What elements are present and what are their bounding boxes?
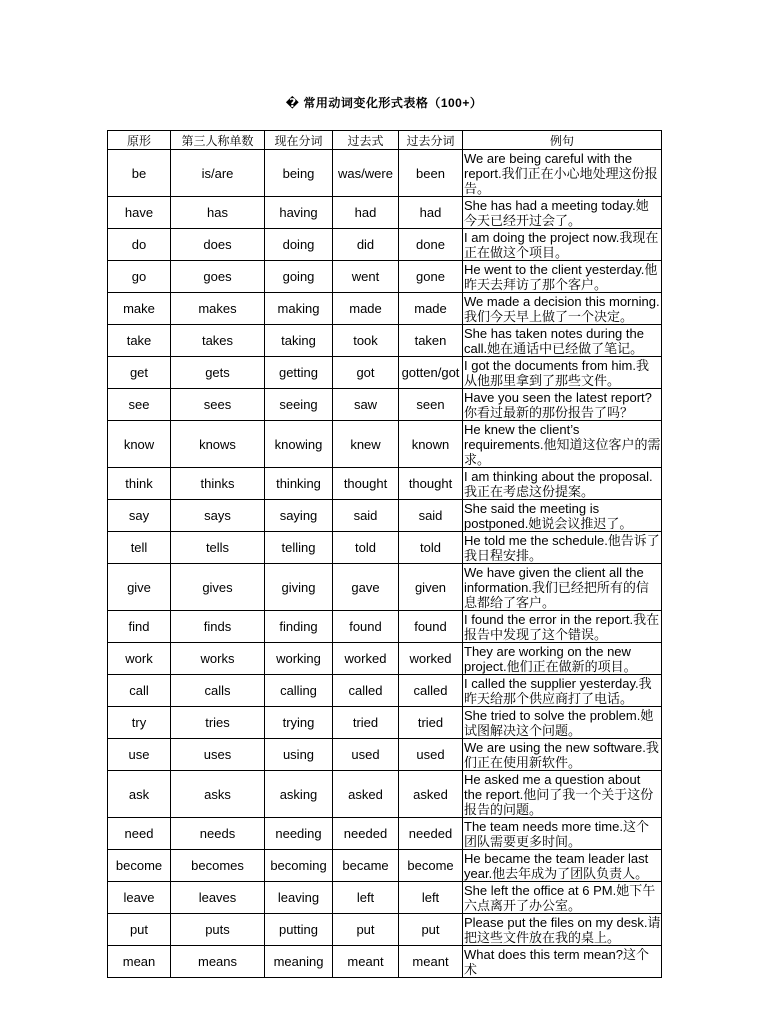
cell-example: Please put the files on my desk.请把这些文件放在我的桌上。: [464, 915, 661, 945]
cell-past-participle: taken: [399, 325, 463, 357]
cell-base-form: get: [108, 357, 171, 389]
cell-present-participle: leaving: [265, 882, 333, 914]
table-row: [108, 421, 662, 468]
cell-present-participle: thinking: [265, 468, 333, 500]
cell-base-form: try: [108, 707, 171, 739]
cell-example: She tried to solve the problem.她试图解决这个问题。: [463, 707, 662, 739]
cell-third-person: needs: [171, 818, 265, 850]
header-example: 例句: [463, 131, 662, 150]
cell-past-participle: meant: [399, 946, 463, 978]
cell-third-person: becomes: [171, 850, 265, 882]
cell-base-form: tell: [108, 532, 171, 564]
cell-present-participle: knowing: [265, 421, 333, 468]
cell-past-tense: used: [333, 739, 399, 771]
cell-present-participle: calling: [265, 675, 333, 707]
cell-third-person: means: [171, 946, 265, 978]
cell-base-form: find: [108, 611, 171, 643]
table-row: [108, 818, 662, 850]
cell-past-tense: thought: [333, 468, 399, 500]
cell-base-form: call: [108, 675, 171, 707]
cell-present-participle: needing: [265, 818, 333, 850]
cell-third-person: gives: [171, 564, 265, 611]
cell-example: She has taken notes during the call.她在通话中已经做了笔记。: [463, 325, 662, 357]
cell-example: The team needs more time.这个团队需要更多时间。: [463, 818, 662, 850]
cell-base-form: need: [108, 818, 171, 850]
cell-third-person: asks: [171, 771, 265, 818]
cell-past-participle: seen: [399, 389, 463, 421]
cell-past-participle: used: [399, 739, 463, 771]
cell-example: He became the team leader last year.他去年成为了团队负责人。: [463, 850, 662, 882]
cell-present-participle: working: [265, 643, 333, 675]
cell-example: I found the error in the report.我在报告中发现了这个错误。: [463, 611, 662, 643]
cell-past-tense: said: [333, 500, 399, 532]
table-row: [108, 500, 662, 532]
cell-present-participle: giving: [265, 564, 333, 611]
cell-third-person: gets: [171, 357, 265, 389]
cell-present-participle: meaning: [265, 946, 333, 978]
cell-example: I called the supplier yesterday.我昨天给那个供应商打了电话。: [463, 675, 662, 707]
table-row: [108, 293, 662, 325]
cell-past-tense: became: [333, 850, 399, 882]
cell-past-tense: left: [333, 882, 399, 914]
cell-past-tense: gave: [333, 564, 399, 611]
cell-past-tense: tried: [333, 707, 399, 739]
cell-third-person: leaves: [171, 882, 265, 914]
cell-third-person: goes: [171, 261, 265, 293]
table-row: [108, 914, 662, 946]
cell-third-person: finds: [171, 611, 265, 643]
cell-past-participle: asked: [399, 771, 463, 818]
table-row: [108, 643, 662, 675]
cell-example: What does this term mean?这个术: [463, 946, 662, 978]
cell-example: He went to the client yesterday.他昨天去拜访了那个客户。: [463, 261, 662, 293]
cell-present-participle: becoming: [265, 850, 333, 882]
cell-third-person: takes: [171, 325, 265, 357]
table-row: [108, 261, 662, 293]
cell-present-participle: putting: [265, 914, 333, 946]
cell-base-form: go: [108, 261, 171, 293]
cell-past-tense: had: [333, 197, 399, 229]
cell-example: She said the meeting is postponed.她说会议推迟了。: [463, 500, 662, 532]
header-third-person: 第三人称单数: [171, 131, 265, 150]
cell-present-participle: making: [265, 293, 333, 325]
cell-third-person: says: [171, 500, 265, 532]
table-row: [108, 882, 662, 914]
cell-example: Have you seen the latest report?你看过最新的那份报告了吗？: [463, 389, 662, 421]
cell-present-participle: going: [265, 261, 333, 293]
cell-example: He told me the schedule.他告诉了我日程安排。: [464, 533, 660, 563]
cell-present-participle: telling: [265, 532, 333, 564]
cell-past-tense: needed: [333, 818, 399, 850]
cell-past-tense: found: [333, 611, 399, 643]
cell-present-participle: having: [265, 197, 333, 229]
cell-past-tense: put: [333, 914, 399, 946]
table-row: [108, 468, 662, 500]
table-row: [108, 532, 662, 564]
cell-past-participle: become: [399, 850, 463, 882]
cell-past-participle: done: [399, 229, 463, 261]
cell-past-tense: told: [333, 532, 399, 564]
cell-past-tense: was/were: [333, 150, 399, 197]
table-row: [108, 564, 662, 611]
cell-base-form: think: [108, 468, 171, 500]
table-row: [108, 771, 662, 818]
cell-present-participle: asking: [265, 771, 333, 818]
cell-example: I got the documents from him.我从他那里拿到了那些文件。: [463, 357, 662, 389]
cell-third-person: tells: [171, 532, 265, 564]
cell-past-participle: thought: [399, 468, 463, 500]
cell-past-tense: knew: [333, 421, 399, 468]
table-row: [108, 611, 662, 643]
header-base-form: 原形: [108, 131, 171, 150]
table-row: [108, 150, 662, 197]
cell-base-form: become: [108, 850, 171, 882]
verb-forms-table: [107, 130, 662, 978]
cell-past-participle: called: [399, 675, 463, 707]
cell-base-form: leave: [108, 882, 171, 914]
cell-base-form: ask: [108, 771, 171, 818]
cell-past-tense: called: [333, 675, 399, 707]
cell-past-participle: had: [399, 197, 463, 229]
table-row: [108, 946, 662, 978]
cell-past-participle: put: [399, 914, 463, 946]
cell-present-participle: trying: [265, 707, 333, 739]
header-past-tense: 过去式: [333, 131, 399, 150]
cell-present-participle: finding: [265, 611, 333, 643]
cell-past-participle: left: [399, 882, 463, 914]
cell-base-form: do: [108, 229, 171, 261]
table-row: [108, 325, 662, 357]
cell-example: We have given the client all the information.我们已经把所有的信息都给了客户。: [463, 564, 662, 611]
header-past-participle: 过去分词: [399, 131, 463, 150]
cell-past-participle: made: [399, 293, 463, 325]
cell-past-tense: got: [333, 357, 399, 389]
table-row: [108, 850, 662, 882]
cell-base-form: use: [108, 739, 171, 771]
cell-third-person: works: [171, 643, 265, 675]
cell-base-form: make: [108, 293, 171, 325]
cell-past-participle: told: [399, 532, 463, 564]
cell-past-participle: known: [399, 421, 463, 468]
cell-past-participle: needed: [399, 818, 463, 850]
cell-third-person: sees: [171, 389, 265, 421]
cell-past-participle: found: [399, 611, 463, 643]
cell-past-tense: meant: [333, 946, 399, 978]
cell-example: She left the office at 6 PM.她下午六点离开了办公室。: [463, 882, 662, 914]
cell-example: We made a decision this morning.我们今天早上做了一个决定。: [464, 294, 660, 324]
cell-third-person: does: [171, 229, 265, 261]
cell-example: She has had a meeting today.她今天已经开过会了。: [463, 197, 662, 229]
cell-third-person: calls: [171, 675, 265, 707]
cell-base-form: have: [108, 197, 171, 229]
cell-past-participle: said: [399, 500, 463, 532]
cell-present-participle: doing: [265, 229, 333, 261]
cell-past-participle: been: [399, 150, 463, 197]
cell-past-tense: took: [333, 325, 399, 357]
cell-base-form: put: [108, 914, 171, 946]
cell-base-form: give: [108, 564, 171, 611]
cell-third-person: is/are: [171, 150, 265, 197]
cell-base-form: take: [108, 325, 171, 357]
cell-present-participle: using: [265, 739, 333, 771]
cell-past-participle: gone: [399, 261, 463, 293]
cell-base-form: say: [108, 500, 171, 532]
cell-past-tense: made: [333, 293, 399, 325]
cell-past-tense: went: [333, 261, 399, 293]
cell-past-tense: did: [333, 229, 399, 261]
cell-example: He asked me a question about the report.他问了我一个关于这份报告的问题。: [463, 771, 662, 818]
cell-past-participle: gotten/got: [399, 357, 463, 389]
page-title: � 常用动词变化形式表格（100+）: [285, 96, 483, 110]
cell-past-tense: saw: [333, 389, 399, 421]
header-present-participle: 现在分词: [265, 131, 333, 150]
cell-third-person: uses: [171, 739, 265, 771]
cell-third-person: knows: [171, 421, 265, 468]
table-row: [108, 675, 662, 707]
cell-present-participle: being: [265, 150, 333, 197]
cell-base-form: mean: [108, 946, 171, 978]
cell-past-participle: tried: [399, 707, 463, 739]
cell-present-participle: getting: [265, 357, 333, 389]
table-row: [108, 357, 662, 389]
table-body: [108, 150, 662, 978]
cell-third-person: tries: [171, 707, 265, 739]
table-row: [108, 389, 662, 421]
cell-third-person: makes: [171, 293, 265, 325]
cell-present-participle: taking: [265, 325, 333, 357]
cell-example: I am thinking about the proposal.我正在考虑这份提案。: [463, 468, 662, 500]
cell-example: They are working on the new project.他们正在做新的项目。: [463, 643, 662, 675]
cell-base-form: work: [108, 643, 171, 675]
cell-past-tense: asked: [333, 771, 399, 818]
table-row: [108, 197, 662, 229]
table-header-row: [108, 131, 662, 150]
cell-base-form: be: [108, 150, 171, 197]
cell-example: He knew the client’s requirements.他知道这位客户的需求。: [464, 422, 661, 467]
cell-example: I am doing the project now.我现在正在做这个项目。: [463, 229, 662, 261]
cell-present-participle: seeing: [265, 389, 333, 421]
table-row: [108, 739, 662, 771]
cell-example: We are using the new software.我们正在使用新软件。: [463, 739, 662, 771]
cell-third-person: has: [171, 197, 265, 229]
cell-present-participle: saying: [265, 500, 333, 532]
cell-base-form: see: [108, 389, 171, 421]
cell-third-person: thinks: [171, 468, 265, 500]
table-row: [108, 229, 662, 261]
cell-past-participle: worked: [399, 643, 463, 675]
cell-past-tense: worked: [333, 643, 399, 675]
table-row: [108, 707, 662, 739]
cell-past-participle: given: [399, 564, 463, 611]
cell-base-form: know: [108, 421, 171, 468]
cell-third-person: puts: [171, 914, 265, 946]
cell-example: We are being careful with the report.我们正在小心地处理这份报告。: [463, 150, 662, 197]
